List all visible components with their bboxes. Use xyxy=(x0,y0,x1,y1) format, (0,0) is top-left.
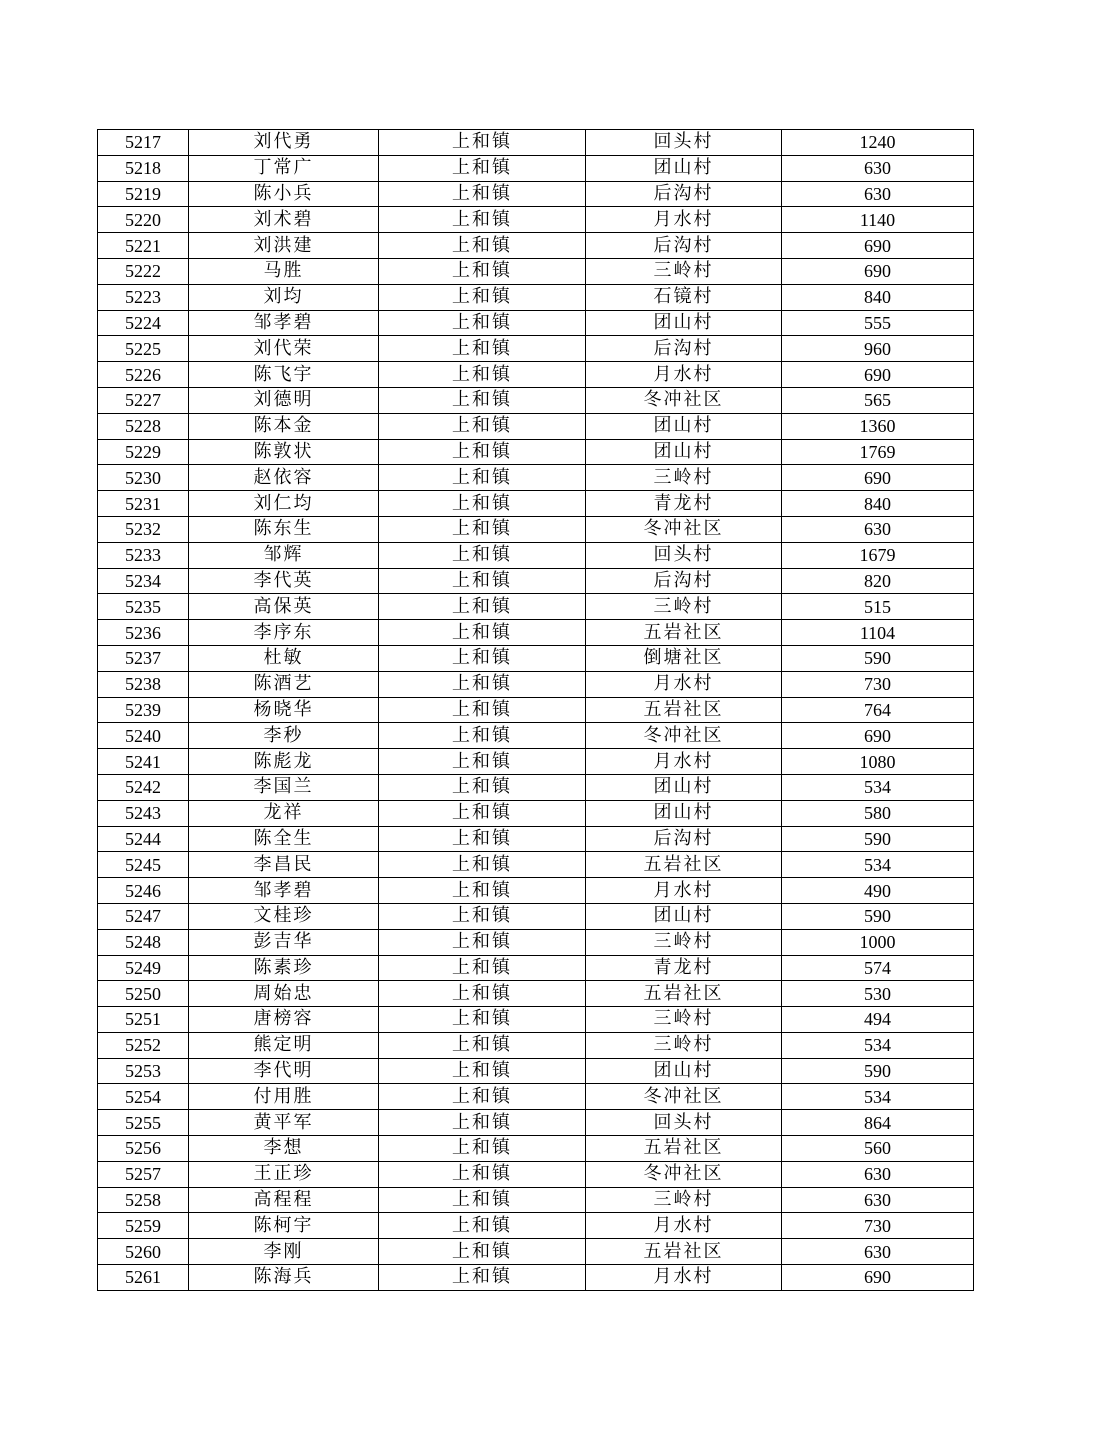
cell-town: 上和镇 xyxy=(379,542,586,568)
cell-serial-number: 5254 xyxy=(98,1084,189,1110)
cell-amount: 1000 xyxy=(782,929,974,955)
cell-amount: 764 xyxy=(782,697,974,723)
cell-town: 上和镇 xyxy=(379,284,586,310)
cell-serial-number: 5234 xyxy=(98,568,189,594)
cell-person-name: 高程程 xyxy=(189,1187,379,1213)
cell-serial-number: 5260 xyxy=(98,1239,189,1265)
cell-amount: 730 xyxy=(782,671,974,697)
cell-town: 上和镇 xyxy=(379,465,586,491)
cell-serial-number: 5259 xyxy=(98,1213,189,1239)
cell-town: 上和镇 xyxy=(379,439,586,465)
table-row xyxy=(98,181,974,207)
cell-town: 上和镇 xyxy=(379,233,586,259)
cell-village: 青龙村 xyxy=(586,955,782,981)
table-row xyxy=(98,697,974,723)
cell-serial-number: 5232 xyxy=(98,516,189,542)
cell-amount: 630 xyxy=(782,1187,974,1213)
cell-serial-number: 5258 xyxy=(98,1187,189,1213)
cell-amount: 690 xyxy=(782,258,974,284)
cell-village: 三岭村 xyxy=(586,1187,782,1213)
cell-person-name: 邹辉 xyxy=(189,542,379,568)
cell-town: 上和镇 xyxy=(379,1161,586,1187)
table-row xyxy=(98,413,974,439)
table-row xyxy=(98,774,974,800)
cell-village: 月水村 xyxy=(586,749,782,775)
cell-town: 上和镇 xyxy=(379,671,586,697)
table-row xyxy=(98,878,974,904)
cell-village: 月水村 xyxy=(586,671,782,697)
cell-village: 三岭村 xyxy=(586,1007,782,1033)
cell-village: 石镜村 xyxy=(586,284,782,310)
cell-amount: 864 xyxy=(782,1110,974,1136)
cell-person-name: 陈彪龙 xyxy=(189,749,379,775)
table-row xyxy=(98,671,974,697)
cell-village: 冬冲社区 xyxy=(586,387,782,413)
cell-amount: 960 xyxy=(782,336,974,362)
cell-serial-number: 5256 xyxy=(98,1136,189,1162)
cell-town: 上和镇 xyxy=(379,620,586,646)
cell-village: 月水村 xyxy=(586,207,782,233)
cell-town: 上和镇 xyxy=(379,1213,586,1239)
cell-person-name: 刘代勇 xyxy=(189,130,379,156)
cell-town: 上和镇 xyxy=(379,1265,586,1291)
cell-serial-number: 5222 xyxy=(98,258,189,284)
cell-amount: 1769 xyxy=(782,439,974,465)
cell-village: 团山村 xyxy=(586,774,782,800)
cell-amount: 1104 xyxy=(782,620,974,646)
cell-serial-number: 5220 xyxy=(98,207,189,233)
cell-person-name: 陈素珍 xyxy=(189,955,379,981)
cell-village: 后沟村 xyxy=(586,568,782,594)
cell-town: 上和镇 xyxy=(379,491,586,517)
cell-town: 上和镇 xyxy=(379,1187,586,1213)
cell-amount: 590 xyxy=(782,826,974,852)
table-row xyxy=(98,310,974,336)
table-row xyxy=(98,800,974,826)
table-row xyxy=(98,594,974,620)
cell-amount: 730 xyxy=(782,1213,974,1239)
cell-village: 冬冲社区 xyxy=(586,516,782,542)
cell-village: 团山村 xyxy=(586,310,782,336)
cell-amount: 565 xyxy=(782,387,974,413)
cell-serial-number: 5246 xyxy=(98,878,189,904)
cell-serial-number: 5252 xyxy=(98,1032,189,1058)
cell-amount: 590 xyxy=(782,1058,974,1084)
cell-person-name: 刘德明 xyxy=(189,387,379,413)
cell-person-name: 李想 xyxy=(189,1136,379,1162)
cell-town: 上和镇 xyxy=(379,955,586,981)
cell-serial-number: 5221 xyxy=(98,233,189,259)
cell-serial-number: 5238 xyxy=(98,671,189,697)
cell-village: 冬冲社区 xyxy=(586,1161,782,1187)
cell-amount: 534 xyxy=(782,1032,974,1058)
cell-village: 三岭村 xyxy=(586,594,782,620)
table-row xyxy=(98,491,974,517)
cell-person-name: 刘术碧 xyxy=(189,207,379,233)
cell-village: 三岭村 xyxy=(586,258,782,284)
cell-amount: 534 xyxy=(782,774,974,800)
cell-person-name: 李秒 xyxy=(189,723,379,749)
table-row xyxy=(98,336,974,362)
cell-amount: 630 xyxy=(782,1161,974,1187)
cell-town: 上和镇 xyxy=(379,1007,586,1033)
cell-town: 上和镇 xyxy=(379,155,586,181)
cell-person-name: 李昌民 xyxy=(189,852,379,878)
cell-town: 上和镇 xyxy=(379,1084,586,1110)
cell-amount: 690 xyxy=(782,465,974,491)
table-row xyxy=(98,903,974,929)
cell-town: 上和镇 xyxy=(379,852,586,878)
cell-amount: 555 xyxy=(782,310,974,336)
cell-amount: 1360 xyxy=(782,413,974,439)
table-row xyxy=(98,1032,974,1058)
cell-person-name: 杜敏 xyxy=(189,645,379,671)
cell-town: 上和镇 xyxy=(379,516,586,542)
cell-village: 冬冲社区 xyxy=(586,723,782,749)
cell-town: 上和镇 xyxy=(379,1110,586,1136)
cell-village: 五岩社区 xyxy=(586,697,782,723)
table-row xyxy=(98,387,974,413)
cell-amount: 690 xyxy=(782,233,974,259)
cell-amount: 560 xyxy=(782,1136,974,1162)
cell-town: 上和镇 xyxy=(379,310,586,336)
cell-serial-number: 5231 xyxy=(98,491,189,517)
table-row xyxy=(98,362,974,388)
cell-person-name: 刘洪建 xyxy=(189,233,379,259)
table-row xyxy=(98,1084,974,1110)
cell-village: 冬冲社区 xyxy=(586,1084,782,1110)
cell-serial-number: 5255 xyxy=(98,1110,189,1136)
table-row xyxy=(98,1265,974,1291)
cell-person-name: 黄平军 xyxy=(189,1110,379,1136)
cell-serial-number: 5233 xyxy=(98,542,189,568)
table-row xyxy=(98,542,974,568)
table-row xyxy=(98,1161,974,1187)
cell-person-name: 彭吉华 xyxy=(189,929,379,955)
table-row xyxy=(98,155,974,181)
cell-town: 上和镇 xyxy=(379,800,586,826)
cell-amount: 494 xyxy=(782,1007,974,1033)
cell-village: 倒塘社区 xyxy=(586,645,782,671)
cell-village: 五岩社区 xyxy=(586,1239,782,1265)
cell-serial-number: 5245 xyxy=(98,852,189,878)
cell-person-name: 陈柯宇 xyxy=(189,1213,379,1239)
cell-serial-number: 5241 xyxy=(98,749,189,775)
cell-town: 上和镇 xyxy=(379,645,586,671)
cell-person-name: 陈本金 xyxy=(189,413,379,439)
table-row xyxy=(98,1187,974,1213)
cell-person-name: 邹孝碧 xyxy=(189,310,379,336)
cell-person-name: 陈飞宇 xyxy=(189,362,379,388)
cell-town: 上和镇 xyxy=(379,723,586,749)
cell-person-name: 刘仁均 xyxy=(189,491,379,517)
cell-village: 团山村 xyxy=(586,155,782,181)
cell-serial-number: 5242 xyxy=(98,774,189,800)
cell-person-name: 王正珍 xyxy=(189,1161,379,1187)
cell-serial-number: 5219 xyxy=(98,181,189,207)
table-row xyxy=(98,1136,974,1162)
cell-person-name: 文桂珍 xyxy=(189,903,379,929)
cell-serial-number: 5251 xyxy=(98,1007,189,1033)
table-row xyxy=(98,1007,974,1033)
cell-person-name: 周始忠 xyxy=(189,981,379,1007)
cell-village: 五岩社区 xyxy=(586,852,782,878)
cell-amount: 534 xyxy=(782,852,974,878)
cell-village: 团山村 xyxy=(586,413,782,439)
cell-town: 上和镇 xyxy=(379,903,586,929)
table-row xyxy=(98,749,974,775)
table-row xyxy=(98,568,974,594)
cell-person-name: 熊定明 xyxy=(189,1032,379,1058)
cell-village: 后沟村 xyxy=(586,181,782,207)
cell-person-name: 陈东生 xyxy=(189,516,379,542)
cell-town: 上和镇 xyxy=(379,826,586,852)
cell-village: 月水村 xyxy=(586,878,782,904)
roster-table xyxy=(97,129,974,1291)
cell-village: 团山村 xyxy=(586,903,782,929)
cell-town: 上和镇 xyxy=(379,878,586,904)
cell-town: 上和镇 xyxy=(379,749,586,775)
cell-serial-number: 5243 xyxy=(98,800,189,826)
cell-amount: 1080 xyxy=(782,749,974,775)
table-row xyxy=(98,981,974,1007)
table-row xyxy=(98,1110,974,1136)
cell-serial-number: 5261 xyxy=(98,1265,189,1291)
cell-town: 上和镇 xyxy=(379,1136,586,1162)
cell-person-name: 邹孝碧 xyxy=(189,878,379,904)
cell-serial-number: 5236 xyxy=(98,620,189,646)
cell-village: 三岭村 xyxy=(586,929,782,955)
table-row xyxy=(98,284,974,310)
cell-village: 后沟村 xyxy=(586,826,782,852)
cell-amount: 1679 xyxy=(782,542,974,568)
cell-town: 上和镇 xyxy=(379,697,586,723)
cell-town: 上和镇 xyxy=(379,568,586,594)
table-row xyxy=(98,955,974,981)
cell-village: 回头村 xyxy=(586,130,782,156)
cell-person-name: 马胜 xyxy=(189,258,379,284)
table-row xyxy=(98,258,974,284)
table-row xyxy=(98,1058,974,1084)
cell-serial-number: 5228 xyxy=(98,413,189,439)
table-row xyxy=(98,826,974,852)
cell-amount: 630 xyxy=(782,155,974,181)
cell-amount: 630 xyxy=(782,181,974,207)
cell-town: 上和镇 xyxy=(379,1239,586,1265)
cell-person-name: 陈酒艺 xyxy=(189,671,379,697)
cell-town: 上和镇 xyxy=(379,981,586,1007)
cell-town: 上和镇 xyxy=(379,130,586,156)
cell-village: 五岩社区 xyxy=(586,1136,782,1162)
cell-amount: 690 xyxy=(782,723,974,749)
cell-village: 月水村 xyxy=(586,1265,782,1291)
cell-serial-number: 5244 xyxy=(98,826,189,852)
table-row xyxy=(98,645,974,671)
table-row xyxy=(98,233,974,259)
cell-serial-number: 5224 xyxy=(98,310,189,336)
cell-amount: 630 xyxy=(782,516,974,542)
cell-person-name: 李序东 xyxy=(189,620,379,646)
cell-amount: 515 xyxy=(782,594,974,620)
cell-amount: 690 xyxy=(782,1265,974,1291)
cell-serial-number: 5235 xyxy=(98,594,189,620)
cell-serial-number: 5239 xyxy=(98,697,189,723)
cell-amount: 534 xyxy=(782,1084,974,1110)
table-row xyxy=(98,130,974,156)
cell-amount: 574 xyxy=(782,955,974,981)
cell-serial-number: 5230 xyxy=(98,465,189,491)
cell-person-name: 龙祥 xyxy=(189,800,379,826)
cell-amount: 590 xyxy=(782,903,974,929)
table-row xyxy=(98,465,974,491)
cell-town: 上和镇 xyxy=(379,362,586,388)
cell-town: 上和镇 xyxy=(379,387,586,413)
cell-serial-number: 5237 xyxy=(98,645,189,671)
cell-village: 团山村 xyxy=(586,1058,782,1084)
cell-town: 上和镇 xyxy=(379,774,586,800)
cell-person-name: 刘均 xyxy=(189,284,379,310)
table-row xyxy=(98,1239,974,1265)
cell-amount: 1240 xyxy=(782,130,974,156)
cell-town: 上和镇 xyxy=(379,594,586,620)
cell-person-name: 李代明 xyxy=(189,1058,379,1084)
cell-village: 月水村 xyxy=(586,1213,782,1239)
cell-town: 上和镇 xyxy=(379,1058,586,1084)
cell-serial-number: 5249 xyxy=(98,955,189,981)
cell-person-name: 李代英 xyxy=(189,568,379,594)
table-row xyxy=(98,207,974,233)
cell-village: 月水村 xyxy=(586,362,782,388)
cell-person-name: 唐榜容 xyxy=(189,1007,379,1033)
cell-town: 上和镇 xyxy=(379,181,586,207)
cell-person-name: 陈小兵 xyxy=(189,181,379,207)
cell-village: 三岭村 xyxy=(586,1032,782,1058)
cell-person-name: 高保英 xyxy=(189,594,379,620)
table-row xyxy=(98,620,974,646)
cell-town: 上和镇 xyxy=(379,258,586,284)
roster-table-body xyxy=(98,130,974,1291)
cell-serial-number: 5248 xyxy=(98,929,189,955)
cell-village: 三岭村 xyxy=(586,465,782,491)
cell-serial-number: 5223 xyxy=(98,284,189,310)
cell-amount: 840 xyxy=(782,284,974,310)
cell-person-name: 李国兰 xyxy=(189,774,379,800)
cell-village: 团山村 xyxy=(586,439,782,465)
cell-amount: 820 xyxy=(782,568,974,594)
cell-amount: 690 xyxy=(782,362,974,388)
cell-person-name: 杨晓华 xyxy=(189,697,379,723)
cell-serial-number: 5218 xyxy=(98,155,189,181)
cell-amount: 530 xyxy=(782,981,974,1007)
cell-amount: 840 xyxy=(782,491,974,517)
cell-serial-number: 5247 xyxy=(98,903,189,929)
cell-serial-number: 5217 xyxy=(98,130,189,156)
cell-serial-number: 5226 xyxy=(98,362,189,388)
cell-village: 青龙村 xyxy=(586,491,782,517)
cell-town: 上和镇 xyxy=(379,336,586,362)
cell-village: 后沟村 xyxy=(586,233,782,259)
cell-town: 上和镇 xyxy=(379,929,586,955)
cell-amount: 1140 xyxy=(782,207,974,233)
cell-village: 五岩社区 xyxy=(586,981,782,1007)
cell-person-name: 刘代荣 xyxy=(189,336,379,362)
cell-person-name: 陈敦状 xyxy=(189,439,379,465)
cell-person-name: 丁常广 xyxy=(189,155,379,181)
cell-person-name: 陈海兵 xyxy=(189,1265,379,1291)
cell-town: 上和镇 xyxy=(379,413,586,439)
cell-person-name: 付用胜 xyxy=(189,1084,379,1110)
cell-serial-number: 5257 xyxy=(98,1161,189,1187)
cell-serial-number: 5240 xyxy=(98,723,189,749)
cell-person-name: 李刚 xyxy=(189,1239,379,1265)
table-row xyxy=(98,516,974,542)
cell-serial-number: 5227 xyxy=(98,387,189,413)
cell-serial-number: 5225 xyxy=(98,336,189,362)
cell-amount: 490 xyxy=(782,878,974,904)
cell-amount: 580 xyxy=(782,800,974,826)
cell-serial-number: 5250 xyxy=(98,981,189,1007)
cell-amount: 590 xyxy=(782,645,974,671)
cell-village: 回头村 xyxy=(586,542,782,568)
cell-village: 后沟村 xyxy=(586,336,782,362)
cell-town: 上和镇 xyxy=(379,1032,586,1058)
cell-village: 回头村 xyxy=(586,1110,782,1136)
cell-village: 团山村 xyxy=(586,800,782,826)
table-row xyxy=(98,439,974,465)
cell-amount: 630 xyxy=(782,1239,974,1265)
cell-person-name: 陈全生 xyxy=(189,826,379,852)
cell-person-name: 赵依容 xyxy=(189,465,379,491)
table-row xyxy=(98,723,974,749)
cell-serial-number: 5253 xyxy=(98,1058,189,1084)
table-row xyxy=(98,929,974,955)
cell-town: 上和镇 xyxy=(379,207,586,233)
table-row xyxy=(98,1213,974,1239)
cell-village: 五岩社区 xyxy=(586,620,782,646)
table-row xyxy=(98,852,974,878)
cell-serial-number: 5229 xyxy=(98,439,189,465)
